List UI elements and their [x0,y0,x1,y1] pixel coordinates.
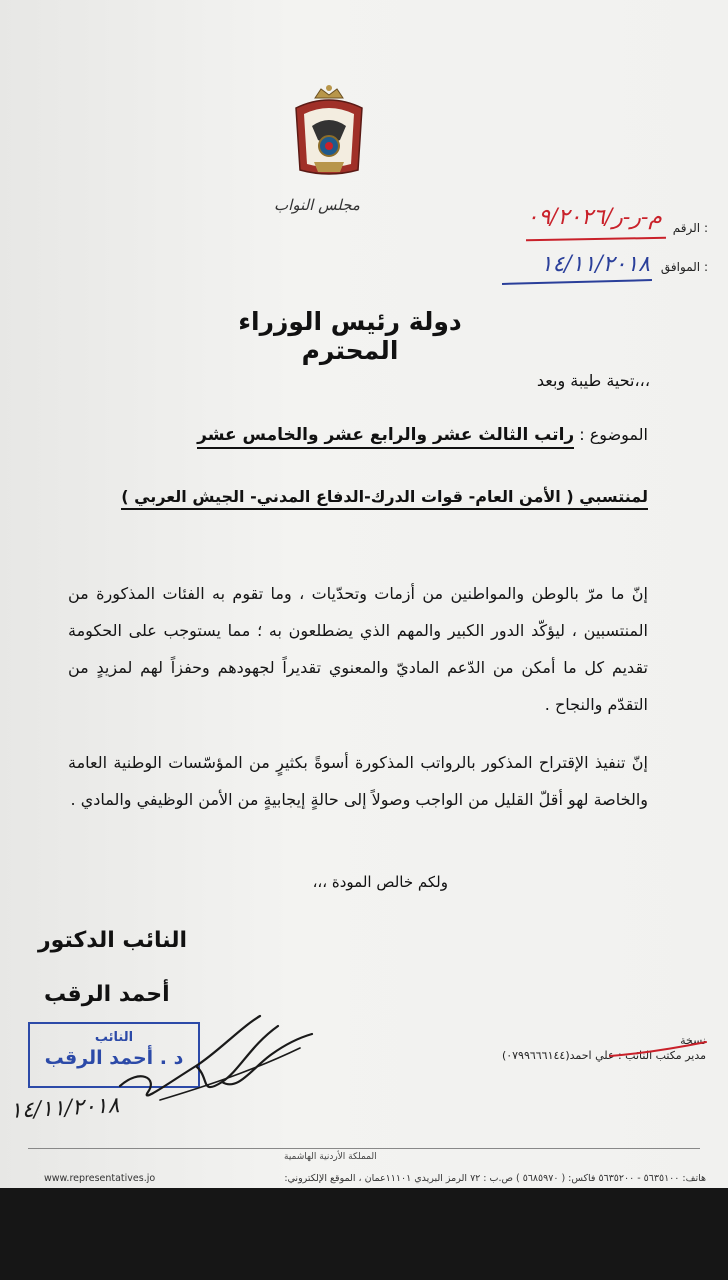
greeting: تحية طيبة وبعد،،، [536,371,650,390]
signatory-title: النائب الدكتور [38,928,187,953]
reference-label: الرقم : [672,221,708,235]
footer-organization: المملكة الأردنية الهاشمية [284,1152,377,1162]
subject-label: الموضوع : [579,425,648,444]
jordan-coat-of-arms-icon [290,84,368,180]
handwritten-date: ١٤/١١/٢٠١٨ [9,1093,120,1124]
reference-number: م-ر-ر/٠٩/٢٠٢٦ [526,205,662,230]
copy-label: نسخة [680,1034,706,1047]
signatory-name: أحمد الرقب [44,982,170,1007]
footer-website: www.representatives.jo [44,1173,156,1184]
stamp-name: د . أحمد الرقب [44,1047,184,1069]
subject-line [197,425,648,445]
footer-divider [28,1148,700,1149]
addressee-heading: دولة رئيس الوزراء المحترم [238,307,462,365]
date-label: الموافق : [660,260,708,274]
stamp-title: النائب [94,1030,134,1045]
date-underline [502,279,652,285]
copy-recipient: مدير مكتب النائب : علي احمد(٠٧٩٩٦٦٦١٤٤) [501,1049,706,1062]
body-paragraph-2: إنّ تنفيذ الإقتراح المذكور بالرواتب المذكورة أسوةً بكثيرٍ من المؤسّسات الوطنية العامة والخاصة لهو أقلّ القليل من الواجب وصولاً إلى حالةٍ إيجابيةٍ من الأمن الوظيفي والمادي . [68,753,648,809]
footer-contact-info: هاتف: ٥٦٣٥١٠٠ - ٥٦٣٥٢٠٠ فاكس: ( ٥٦٨٥٩٧٠ ) ص.ب : ٧٢ الرمز البريدي ١١١٠١عمان ، الموقع الإلكتروني: [284,1173,706,1184]
body-paragraph-1: إنّ ما مرّ بالوطن والمواطنين من أزمات وتحدّيات ، وما تقوم به الفئات المذكورة من المنتسبين ، ليؤكّد الدور الكبير والمهم الذي يضطلعون به ؛ مما يستوجب على الحكومة تقديم كل ما أمكن من الدّعم الماديّ والمعنوي تقديراً لجهودهم وحفزاً لهم لمزيدٍ من التقدّم والنجاح . [68,584,648,714]
closing-line: ولكم خالص المودة ،،، [312,873,448,891]
handwritten-signature [100,1008,320,1108]
reference-underline [526,237,666,241]
subject-continuation: لمنتسبي ( الأمن العام- قوات الدرك-الدفاع المدني- الجيش العربي ) [121,487,648,510]
council-name: مجلس النواب [274,196,360,214]
handwritten-check-mark-icon [606,1040,710,1060]
date-value: ١٤/١١/٢٠١٨ [540,252,650,277]
subject-title: راتب الثالث عشر والرابع عشر والخامس عشر [197,425,574,449]
